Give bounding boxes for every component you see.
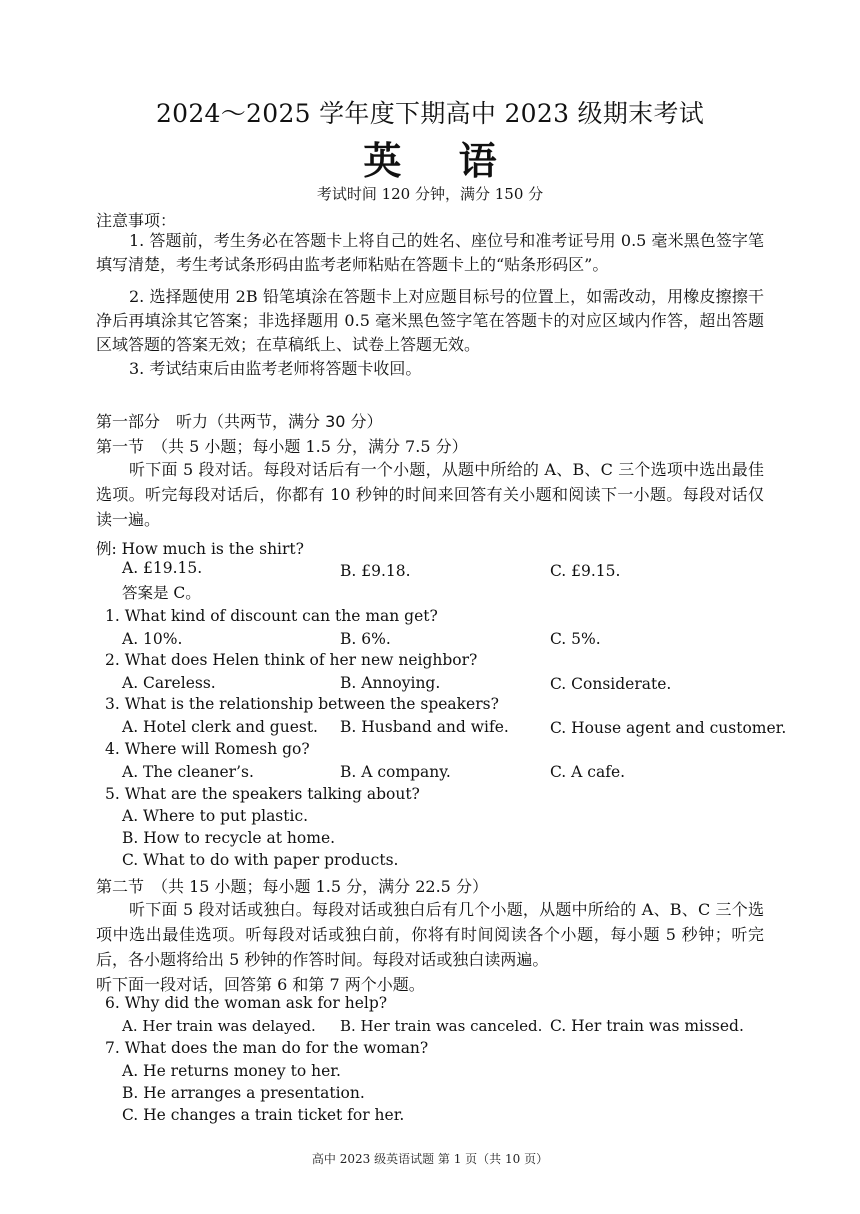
section2-heading: 第二节 （共 15 小题；每小题 1.5 分，满分 22.5 分） — [96, 877, 488, 896]
exam-title: 2024～2025 学年度下期高中 2023 级期末考试 — [155, 99, 705, 128]
q5-option-a: A. Where to put plastic. — [122, 807, 309, 825]
question-6: 6. Why did the woman ask for help? — [105, 994, 388, 1012]
section2-instructions: 听下面 5 段对话或独白。每段对话或独白后有几个小题，从题中所给的 A、B、C 三个选项中选出最佳选项。听每段对话或独白前，你将有时间阅读各个小题，每小题 5 秒钟；听完后，各小题将给出 5 秒钟的作答时间。每段对话或独白读两遍。 — [96, 900, 764, 969]
question-4: 4. Where will Romesh go? — [105, 740, 310, 758]
q2-option-b: B. Annoying. — [340, 674, 441, 692]
q4-option-c: C. A cafe. — [550, 763, 626, 781]
question-3: 3. What is the relationship between the speakers? — [105, 695, 499, 713]
part1-heading: 第一部分 听力（共两节，满分 30 分） — [96, 412, 383, 431]
q5-option-c: C. What to do with paper products. — [122, 851, 399, 869]
q1-option-a: A. 10%. — [122, 630, 183, 648]
q7-option-c: C. He changes a train ticket for her. — [122, 1106, 405, 1124]
note-item: 3. 考试结束后由监考老师将答题卡收回。 — [129, 359, 422, 378]
note-item: 1. 答题前，考生务必在答题卡上将自己的姓名、座位号和准考证号用 0.5 毫米黑色签字笔填写清楚，考生考试条形码由监考老师粘贴在答题卡上的“贴条形码区”。 — [96, 231, 764, 274]
q3-option-a: A. Hotel clerk and guest. — [122, 718, 318, 736]
q1-option-c: C. 5%. — [550, 630, 601, 648]
section1-instructions: 听下面 5 段对话。每段对话后有一个小题，从题中所给的 A、B、C 三个选项中选出最佳选项。听完每段对话后，你都有 10 秒钟的时间来回答有关小题和阅读下一小题。每段对话仅读一遍。 — [96, 460, 764, 529]
q3-option-b: B. Husband and wife. — [340, 718, 509, 736]
q6-option-c: C. Her train was missed. — [550, 1017, 744, 1035]
note-item: 2. 选择题使用 2B 铅笔填涂在答题卡上对应题目标号的位置上，如需改动，用橡皮擦擦干净后再填涂其它答案；非选择题用 0.5 毫米黑色签字笔在答题卡的对应区域内作答，超出答题区域答题的答案无效；在草稿纸上、试卷上答题无效。 — [96, 287, 764, 354]
q7-option-a: A. He returns money to her. — [122, 1062, 341, 1080]
question-7: 7. What does the man do for the woman? — [105, 1039, 429, 1057]
q5-option-b: B. How to recycle at home. — [122, 829, 336, 847]
q4-option-a: A. The cleaner’s. — [122, 763, 254, 781]
example-option-a: A. £19.15. — [122, 559, 203, 577]
exam-info: 考试时间 120 分钟，满分 150 分 — [316, 185, 544, 203]
example-option-c: C. £9.15. — [550, 562, 621, 580]
example-answer: 答案是 C。 — [122, 584, 201, 602]
notes-heading: 注意事项： — [96, 211, 177, 230]
q1-option-b: B. 6%. — [340, 630, 391, 648]
example-question: 例: How much is the shirt? — [96, 540, 304, 558]
q7-option-b: B. He arranges a presentation. — [122, 1084, 365, 1102]
q4-option-b: B. A company. — [340, 763, 451, 781]
q3-option-c: C. House agent and customer. — [550, 719, 787, 737]
question-5: 5. What are the speakers talking about? — [105, 785, 420, 803]
example-option-b: B. £9.18. — [340, 562, 411, 580]
q6-option-a: A. Her train was delayed. — [122, 1017, 316, 1035]
subject-title: 英 语 — [363, 138, 519, 183]
q6-option-b: B. Her train was canceled. — [340, 1017, 543, 1035]
section1-heading: 第一节 （共 5 小题；每小题 1.5 分，满分 7.5 分） — [96, 437, 468, 456]
question-1: 1. What kind of discount can the man get? — [105, 607, 438, 625]
dialog-note: 听下面一段对话，回答第 6 和第 7 两个小题。 — [96, 975, 425, 994]
q2-option-a: A. Careless. — [122, 674, 216, 692]
q2-option-c: C. Considerate. — [550, 675, 672, 693]
page-footer: 高中 2023 级英语试题 第 1 页（共 10 页） — [311, 1152, 549, 1166]
question-2: 2. What does Helen think of her new neighbor? — [105, 651, 478, 669]
